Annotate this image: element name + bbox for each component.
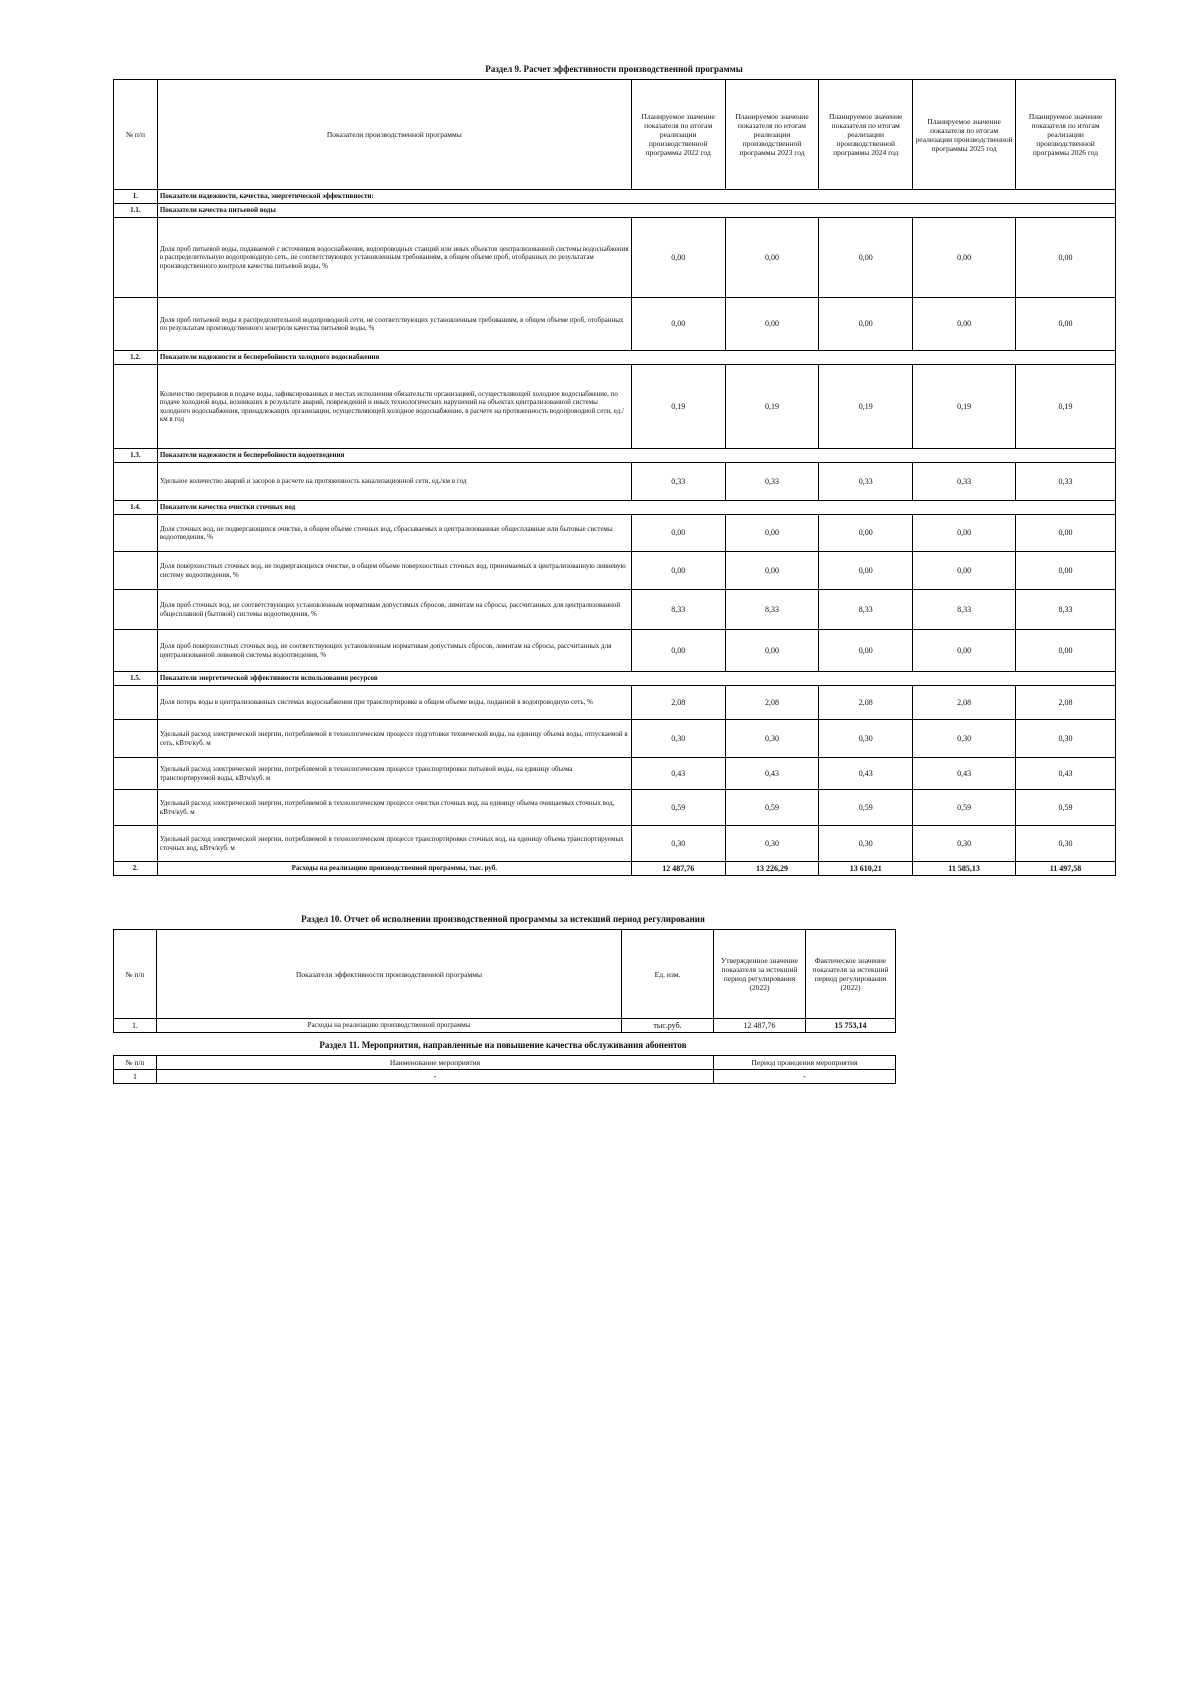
row-actual: 15 753,14 [806,1019,896,1033]
group-label: Показатели качества очистки сточных вод [157,501,1115,515]
total-value: 11 497,58 [1016,862,1116,876]
row-unit: тыс.руб. [622,1019,714,1033]
header-unit: Ед. изм. [622,930,714,1019]
header-period: Период проведения мероприятия [714,1056,896,1070]
section10-title: Раздел 10. Отчет об исполнении производственной программы за истекший период регулирования [301,914,705,924]
value-cell: 0,19 [631,365,725,449]
value-cell: 0,00 [631,552,725,590]
value-cell: 0,00 [819,630,913,672]
value-cell: 0,59 [913,790,1016,826]
total-value: 13 226,29 [725,862,819,876]
value-cell: 2,08 [819,686,913,720]
row-label: Доля проб питьевой воды в распределительной водопроводной сети, не соответствующих установленным требованиям, в общем объеме проб, отобранных по результатам производственного контроля качества питьевой воды, % [157,298,631,351]
group-label: Показатели качества питьевой воды [157,204,1115,218]
group-num: 1.3. [114,449,158,463]
total-value: 13 610,21 [819,862,913,876]
value-cell: 0,30 [631,826,725,862]
row-label: Удельный расход электрической энергии, потребляемой в технологическом процессе транспортировки питьевой воды, на единицу объема транспортируемой воды, кВтч/куб. м [157,758,631,790]
row-label: Доля потерь воды в централизованных системах водоснабжения при транспортировке в общем объеме воды, поданной в водопроводную сеть, % [157,686,631,720]
value-cell: 8,33 [631,590,725,630]
value-cell: 0,00 [631,218,725,298]
value-cell: 0,30 [725,826,819,862]
value-cell: 0,33 [725,463,819,501]
total-value: 11 585,13 [913,862,1016,876]
value-cell: 0,59 [819,790,913,826]
total-num: 2. [114,862,158,876]
row-label: Удельное количество аварий и засоров в расчете на протяженность канализационной сети, ед./км в год [157,463,631,501]
row-label: Доля сточных вод, не подвергающихся очистке, в общем объеме сточных вод, сбрасываемых в централизованные общесплавные или бытовые системы водоотведения, % [157,515,631,552]
value-cell: 0,00 [913,298,1016,351]
value-cell: 0,00 [819,298,913,351]
table-row [114,365,1116,449]
table-row [114,630,1116,672]
row-label: Удельный расход электрической энергии, потребляемой в технологическом процессе транспортировки сточных вод, на единицу объема транспортируемых сточных вод, кВтч/куб. м [157,826,631,862]
header-num: № п/п [114,930,157,1019]
group-num: 1.2. [114,351,158,365]
group-num: 1.4. [114,501,158,515]
table-row [114,1070,896,1084]
value-cell: 0,00 [819,515,913,552]
value-cell: 0,43 [819,758,913,790]
value-cell: 0,00 [725,515,819,552]
value-cell: 0,43 [631,758,725,790]
group-row [114,449,1116,463]
group-label: Показатели надежности и бесперебойности водоотведения [157,449,1115,463]
total-value: 12 487,76 [631,862,725,876]
header-num: № п/п [114,80,158,190]
group-label: Показатели надежности, качества, энергетической эффективности: [157,190,1115,204]
row-num: 1 [114,1070,157,1084]
value-cell: 8,33 [913,590,1016,630]
value-cell: 0,00 [631,630,725,672]
value-cell: 0,00 [913,218,1016,298]
value-cell: 0,30 [631,720,725,758]
group-num: 1.1. [114,204,158,218]
value-cell: 0,19 [819,365,913,449]
row-label: Доля проб поверхностных сточных вод, не соответствующих установленным нормативам допустимых сбросов, лимитам на сбросы, рассчитанных для централизованной ливневой системы водоотведения, % [157,630,631,672]
total-label: Расходы на реализацию производственной программы, тыс. руб. [157,862,631,876]
value-cell: 0,33 [631,463,725,501]
value-cell: 0,30 [725,720,819,758]
value-cell: 0,33 [913,463,1016,501]
value-cell: 0,33 [819,463,913,501]
group-label: Показатели надежности и бесперебойности холодного водоснабжения [157,351,1115,365]
row-label: Доля проб сточных вод, не соответствующих установленным нормативам допустимых сбросов, лимитам на сбросы, рассчитанных для централизованной общесплавной (бытовой) системы водоотведения, % [157,590,631,630]
header-indicator: Показатели эффективности производственной программы [157,930,622,1019]
table-row [114,552,1116,590]
group-row [114,204,1116,218]
value-cell: 0,33 [1016,463,1116,501]
table-row [114,720,1116,758]
table-row [114,758,1116,790]
value-cell: 0,00 [631,298,725,351]
group-label: Показатели энергетической эффективности использования ресурсов [157,672,1115,686]
value-cell: 0,59 [1016,790,1116,826]
header-year-2022: Планируемое значение показателя по итогам реализации производственной программы 2022 год [631,80,725,190]
header-actual: Фактическое значение показателя за истекший период регулирования (2022) [806,930,896,1019]
value-cell: 0,43 [913,758,1016,790]
table-row [114,298,1116,351]
total-row [114,862,1116,876]
row-num: 1. [114,1019,157,1033]
header-year-2024: Планируемое значение показателя по итогам реализации производственной программы 2024 год [819,80,913,190]
value-cell: 0,30 [1016,720,1116,758]
value-cell: 0,00 [913,552,1016,590]
value-cell: 8,33 [1016,590,1116,630]
value-cell: 0,00 [1016,630,1116,672]
value-cell: 0,00 [1016,298,1116,351]
row-label: Удельный расход электрической энергии, потребляемой в технологическом процессе очистки сточных вод, на единицу объема очищаемых сточных вод, кВтч/куб. м [157,790,631,826]
value-cell: 0,00 [1016,552,1116,590]
value-cell: 0,30 [819,720,913,758]
header-year-2026: Планируемое значение показателя по итогам реализации производственной программы 2026 год [1016,80,1116,190]
header-year-2025: Планируемое значение показателя по итогам реализации производственной программы 2025 год [913,80,1016,190]
value-cell: 0,19 [725,365,819,449]
value-cell: 0,00 [1016,218,1116,298]
table-row [114,1019,896,1033]
table-row [114,790,1116,826]
row-label: Расходы на реализацию производственной программы [157,1019,622,1033]
table-row [114,218,1116,298]
table-row [114,515,1116,552]
table-row [114,463,1116,501]
row-label: Доля проб питьевой воды, подаваемой с источников водоснабжения, водопроводных станций или иных объектов централизованной системы водоснабжения в распределительную водопроводную сеть, не соответствующих установленным требованиям, в общем объеме проб, отобранных по результатам производственного контроля качества питьевой воды, % [157,218,631,298]
table-row [114,686,1116,720]
value-cell: 0,30 [913,720,1016,758]
header-approved: Утвержденное значение показателя за истекший период регулирования (2022) [714,930,806,1019]
value-cell: 0,19 [913,365,1016,449]
value-cell: 0,00 [725,630,819,672]
row-name: - [157,1070,714,1084]
group-row [114,501,1116,515]
value-cell: 0,00 [631,515,725,552]
row-label: Доля поверхностных сточных вод, не подвергающихся очистке, в общем объеме поверхностных сточных вод, принимаемых в централизованную ливневую систему водоотведения, % [157,552,631,590]
value-cell: 2,08 [913,686,1016,720]
section11-table [113,1055,896,1084]
value-cell: 8,33 [819,590,913,630]
value-cell: 0,59 [631,790,725,826]
value-cell: 8,33 [725,590,819,630]
row-period: - [714,1070,896,1084]
value-cell: 0,00 [819,218,913,298]
group-num: 1.5. [114,672,158,686]
value-cell: 0,00 [913,630,1016,672]
value-cell: 0,00 [725,552,819,590]
table-row [114,826,1116,862]
value-cell: 0,00 [913,515,1016,552]
section11-title: Раздел 11. Мероприятия, направленные на повышение качества обслуживания абонентов [319,1040,687,1050]
group-num: 1. [114,190,158,204]
value-cell: 0,30 [913,826,1016,862]
group-row [114,672,1116,686]
value-cell: 2,08 [631,686,725,720]
value-cell: 2,08 [725,686,819,720]
section9-table [113,79,1116,876]
section9-title: Раздел 9. Расчет эффективности производственной программы [485,64,743,74]
header-name: Наименование мероприятия [157,1056,714,1070]
header-year-2023: Планируемое значение показателя по итогам реализации производственной программы 2023 год [725,80,819,190]
row-approved: 12 487,76 [714,1019,806,1033]
row-label: Удельный расход электрической энергии, потребляемой в технологическом процессе подготовки технической воды, на единицу объема воды, отпускаемой в сеть, кВтч/куб. м [157,720,631,758]
value-cell: 0,59 [725,790,819,826]
table-row [114,590,1116,630]
value-cell: 0,43 [1016,758,1116,790]
header-indicator: Показатели производственной программы [157,80,631,190]
value-cell: 0,00 [1016,515,1116,552]
value-cell: 2,08 [1016,686,1116,720]
row-label: Количество перерывов в подаче воды, зафиксированных в местах исполнения обязательств организацией, осуществляющей холодное водоснабжение, по подаче холодной воды, возникших в результате аварий, повреждений и иных технологических нарушений на объектах централизованной системы холодного водоснабжения, принадлежащих организации, осуществляющей холодное водоснабжение, в расчете на протяженность водопроводной сети, ед./км в год [157,365,631,449]
value-cell: 0,30 [1016,826,1116,862]
value-cell: 0,30 [819,826,913,862]
header-num: № п/п [114,1056,157,1070]
group-row [114,351,1116,365]
group-row [114,190,1116,204]
value-cell: 0,43 [725,758,819,790]
value-cell: 0,19 [1016,365,1116,449]
value-cell: 0,00 [725,218,819,298]
value-cell: 0,00 [725,298,819,351]
value-cell: 0,00 [819,552,913,590]
section10-table [113,929,896,1033]
